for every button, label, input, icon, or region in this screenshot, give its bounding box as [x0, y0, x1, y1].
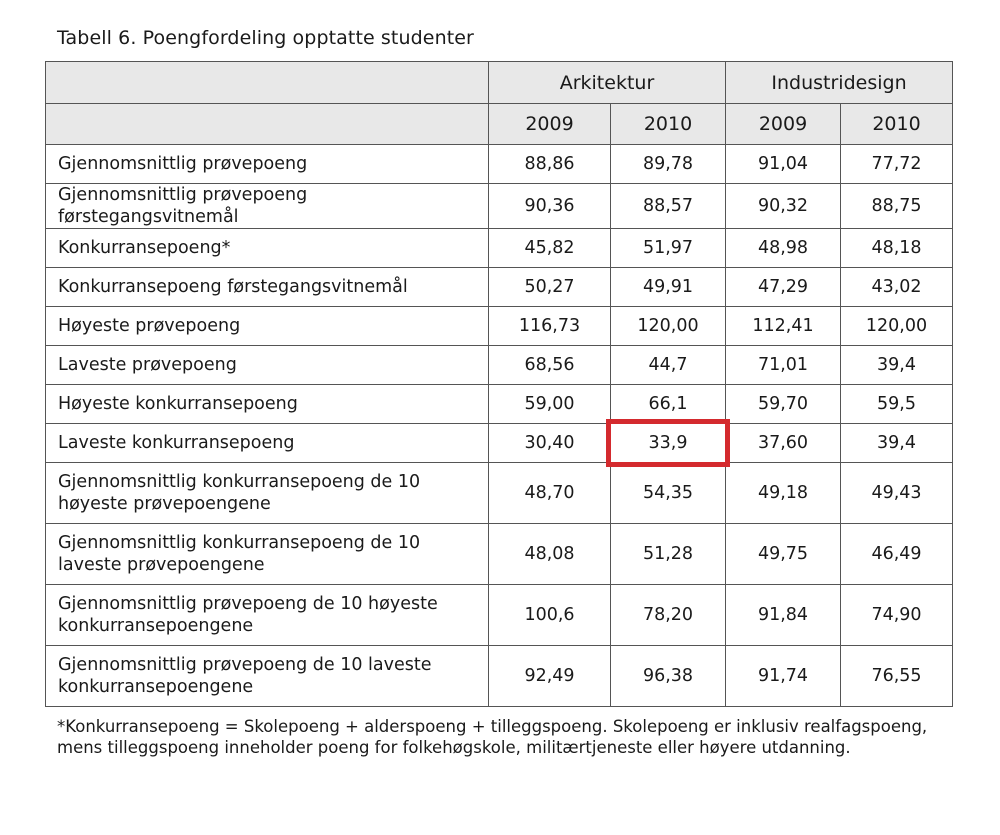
group-header-arkitektur: Arkitektur	[489, 62, 726, 104]
row-label: Gjennomsnittlig prøvepoeng førstegangsvitnemål	[46, 184, 489, 229]
table-row	[46, 229, 953, 268]
table-caption: Tabell 6. Poengfordeling opptatte studenter	[57, 27, 474, 49]
value-cell: 39,4	[841, 424, 953, 463]
header-corner-cell	[46, 104, 489, 145]
value-cell: 51,97	[611, 229, 726, 268]
value-cell: 88,75	[841, 184, 953, 229]
value-cell: 50,27	[489, 268, 611, 307]
value-cell: 91,04	[726, 145, 841, 184]
value-cell: 49,43	[841, 463, 953, 524]
value-cell: 39,4	[841, 346, 953, 385]
value-cell: 71,01	[726, 346, 841, 385]
value-cell: 59,00	[489, 385, 611, 424]
highlighted-value-cell	[611, 424, 726, 463]
value-cell: 66,1	[611, 385, 726, 424]
value-cell: 90,32	[726, 184, 841, 229]
table-row	[46, 646, 953, 707]
table-row	[46, 585, 953, 646]
value-cell: 120,00	[841, 307, 953, 346]
value-cell: 30,40	[489, 424, 611, 463]
value-cell: 46,49	[841, 524, 953, 585]
year-header: 2010	[841, 104, 953, 145]
footnote: *Konkurransepoeng = Skolepoeng + alderspoeng + tilleggspoeng. Skolepoeng er inklusiv realfagspoeng, mens tilleggspoeng inneholder poeng for folkehøgskole, militærtjeneste eller høyere utdanning.	[57, 717, 928, 757]
value-cell: 100,6	[489, 585, 611, 646]
row-label: Høyeste prøvepoeng	[46, 307, 489, 346]
row-label: Gjennomsnittlig prøvepoeng	[46, 145, 489, 184]
row-label: Laveste konkurransepoeng	[46, 424, 489, 463]
value-cell: 116,73	[489, 307, 611, 346]
value-cell: 76,55	[841, 646, 953, 707]
value-cell: 48,98	[726, 229, 841, 268]
value-cell: 54,35	[611, 463, 726, 524]
table-row	[46, 145, 953, 184]
value-cell: 91,74	[726, 646, 841, 707]
row-label: Gjennomsnittlig prøvepoeng de 10 laveste konkurransepoengene	[46, 646, 489, 707]
table-row	[46, 424, 953, 463]
row-label: Konkurransepoeng førstegangsvitnemål	[46, 268, 489, 307]
row-label: Gjennomsnittlig prøvepoeng de 10 høyeste konkurransepoengene	[46, 585, 489, 646]
group-header-row	[46, 62, 953, 104]
value-cell: 51,28	[611, 524, 726, 585]
value-cell: 59,70	[726, 385, 841, 424]
value-cell: 89,78	[611, 145, 726, 184]
value-cell: 44,7	[611, 346, 726, 385]
scores-table	[45, 61, 953, 707]
year-header-row	[46, 104, 953, 145]
highlighted-value: 33,9	[648, 433, 688, 453]
value-cell: 88,86	[489, 145, 611, 184]
value-cell: 112,41	[726, 307, 841, 346]
row-label: Laveste prøvepoeng	[46, 346, 489, 385]
row-label: Gjennomsnittlig konkurransepoeng de 10 laveste prøvepoengene	[46, 524, 489, 585]
value-cell: 68,56	[489, 346, 611, 385]
group-header-industridesign: Industridesign	[726, 62, 953, 104]
value-cell: 92,49	[489, 646, 611, 707]
value-cell: 59,5	[841, 385, 953, 424]
row-label: Høyeste konkurransepoeng	[46, 385, 489, 424]
table-row	[46, 307, 953, 346]
table-row	[46, 346, 953, 385]
value-cell: 37,60	[726, 424, 841, 463]
value-cell: 48,70	[489, 463, 611, 524]
value-cell: 74,90	[841, 585, 953, 646]
value-cell: 48,08	[489, 524, 611, 585]
value-cell: 77,72	[841, 145, 953, 184]
row-label: Konkurransepoeng*	[46, 229, 489, 268]
table-row	[46, 463, 953, 524]
table-row	[46, 184, 953, 229]
value-cell: 49,18	[726, 463, 841, 524]
value-cell: 91,84	[726, 585, 841, 646]
value-cell: 88,57	[611, 184, 726, 229]
table-row	[46, 524, 953, 585]
value-cell: 120,00	[611, 307, 726, 346]
value-cell: 45,82	[489, 229, 611, 268]
year-header: 2010	[611, 104, 726, 145]
value-cell: 78,20	[611, 585, 726, 646]
table-row	[46, 385, 953, 424]
value-cell: 49,75	[726, 524, 841, 585]
value-cell: 43,02	[841, 268, 953, 307]
row-label: Gjennomsnittlig konkurransepoeng de 10 høyeste prøvepoengene	[46, 463, 489, 524]
table-row	[46, 268, 953, 307]
value-cell: 90,36	[489, 184, 611, 229]
year-header: 2009	[726, 104, 841, 145]
year-header: 2009	[489, 104, 611, 145]
value-cell: 48,18	[841, 229, 953, 268]
value-cell: 47,29	[726, 268, 841, 307]
header-corner-cell	[46, 62, 489, 104]
value-cell: 49,91	[611, 268, 726, 307]
value-cell: 96,38	[611, 646, 726, 707]
